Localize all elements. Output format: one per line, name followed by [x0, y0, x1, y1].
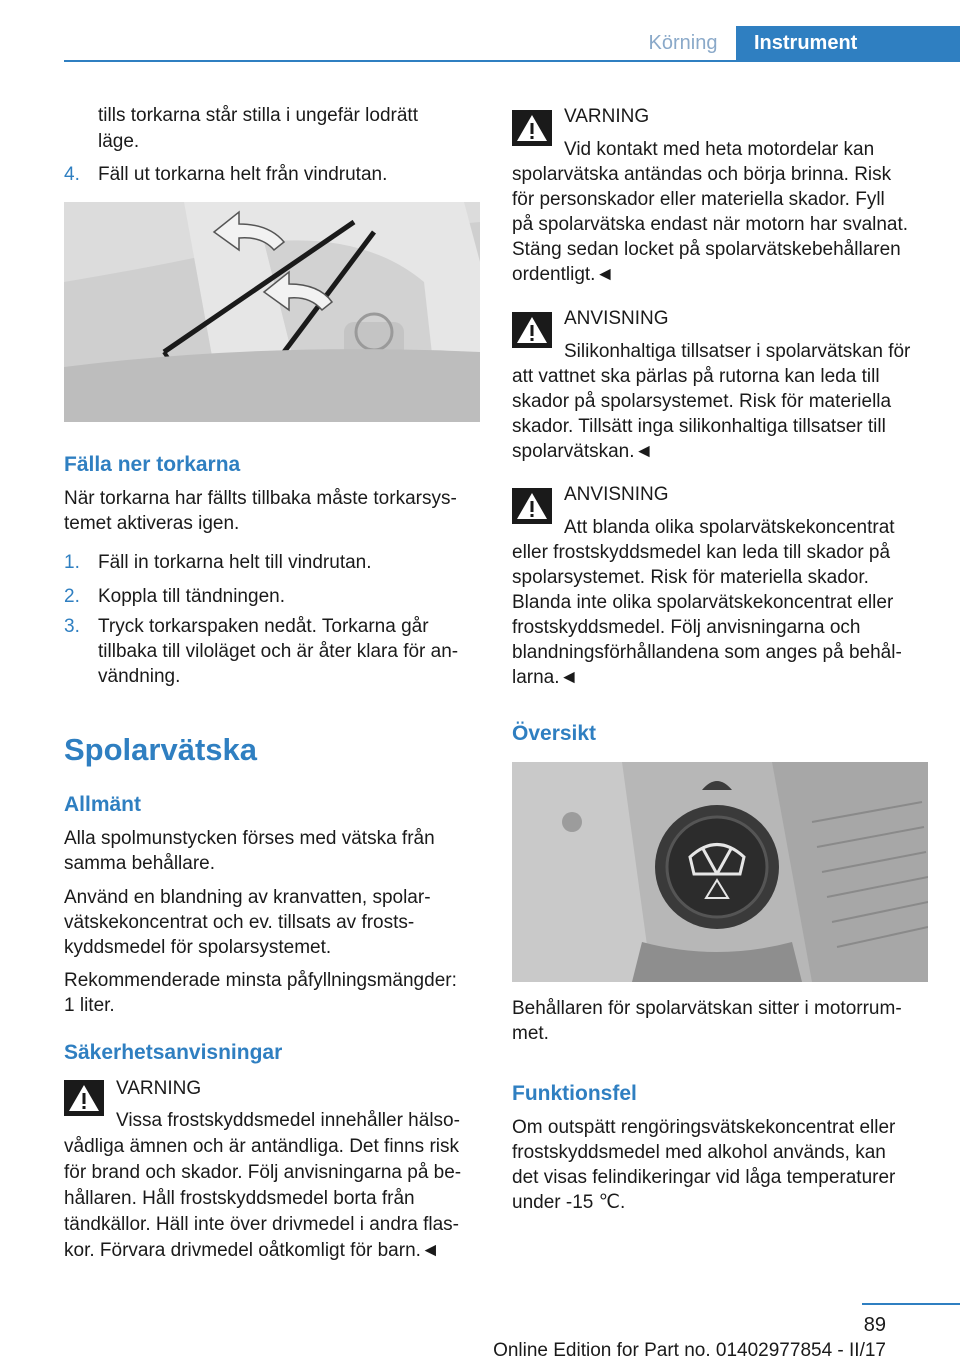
warning-icon: [512, 110, 552, 146]
warning-line: tändkällor. Häll inte över drivmedel i andra flas-: [64, 1214, 459, 1235]
step-number: 4.: [64, 164, 80, 185]
notice-line: Att blanda olika spolarvätskekoncentrat: [564, 517, 895, 538]
notice-line: frostskyddsmedel. Följ anvisningarna och: [512, 617, 861, 638]
step-text: Fäll in torkarna helt till vindrutan.: [98, 552, 372, 573]
warning-line: för brand och skador. Följ anvisningarna på be-: [64, 1162, 462, 1183]
notice-line: Silikonhaltiga tillsatser i spolarvätskan för: [564, 341, 911, 362]
warning-icon: [64, 1080, 104, 1116]
caption-line: met.: [512, 1023, 549, 1044]
notice-icon: [512, 488, 552, 524]
notice-line: Blanda inte olika spolarvätskekoncentrat eller: [512, 592, 894, 613]
fold-paragraph-line-2: temet aktiveras igen.: [64, 513, 240, 534]
warning-line: spolarvätska antändas och börja brinna. Risk: [512, 164, 892, 185]
notice-line: eller frostskyddsmedel kan leda till skador på: [512, 542, 891, 563]
malfunction-line: under -15 ℃.: [512, 1192, 626, 1213]
general-line: vätskekoncentrat och ev. tillsats av frosts-: [64, 912, 415, 933]
caption-line: Behållaren för spolarvätskan sitter i motorrum-: [512, 998, 902, 1019]
section-heading: Spolarvätska: [64, 732, 257, 767]
general-line: Använd en blandning av kranvatten, spolar-: [64, 887, 431, 908]
step-number: 3.: [64, 616, 80, 637]
warning-line: vådliga ämnen och är antändliga. Det finns risk: [64, 1136, 460, 1157]
malfunction-line: det visas felindikeringar vid låga temperaturer: [512, 1167, 896, 1188]
overview-heading: Översikt: [512, 722, 597, 745]
step-text: vändning.: [98, 666, 181, 687]
malfunction-heading: Funktionsfel: [512, 1082, 637, 1105]
safety-heading: Säkerhetsanvisningar: [64, 1041, 283, 1064]
step-text: tillbaka till viloläget och är åter klara för an-: [98, 641, 459, 662]
warning-title: VARNING: [564, 106, 650, 127]
edition-text: Online Edition for Part no. 01402977854 - II/17: [493, 1340, 886, 1361]
page-number: 89: [863, 1314, 886, 1336]
notice-title: ANVISNING: [564, 308, 669, 329]
warning-line: ordentligt.◄: [512, 264, 615, 285]
wipers-illustration: [64, 202, 480, 422]
notice-line: spolarsystemet. Risk för materiella skador.: [512, 567, 869, 588]
general-line: Rekommenderade minsta påfyllningsmängder:: [64, 970, 457, 991]
tab-instrument[interactable]: Instrument: [736, 26, 960, 62]
step-number: 1.: [64, 552, 80, 573]
washer-reservoir-photo: [512, 762, 928, 982]
warning-line: för personskador eller materiella skador. Fyll: [512, 189, 885, 210]
warning-line: Stäng sedan locket på spolarvätskebehållaren: [512, 239, 901, 260]
malfunction-line: frostskyddsmedel med alkohol används, kan: [512, 1142, 886, 1163]
warning-line: Vid kontakt med heta motordelar kan: [564, 139, 875, 160]
notice-line: spolarvätskan.◄: [512, 441, 654, 462]
general-line: Alla spolmunstycken förses med vätska från: [64, 828, 435, 849]
fold-down-heading: Fälla ner torkarna: [64, 453, 241, 476]
step-text: Koppla till tändningen.: [98, 586, 285, 607]
step-text: Tryck torkarspaken nedåt. Torkarna går: [98, 616, 429, 637]
warning-line: på spolarvätska endast när motorn har svalnat.: [512, 214, 909, 235]
footer-divider: [862, 1303, 960, 1305]
malfunction-line: Om outspätt rengöringsvätskekoncentrat eller: [512, 1117, 896, 1138]
step-number: 2.: [64, 586, 80, 607]
notice-title: ANVISNING: [564, 484, 669, 505]
notice-line: skador. Tillsätt inga silikonhaltiga tillsatser till: [512, 416, 886, 437]
notice-line: blandningsförhållandena som anges på behål-: [512, 642, 902, 663]
general-heading: Allmänt: [64, 793, 142, 816]
fold-paragraph-line-1: När torkarna har fällts tillbaka måste torkarsys-: [64, 488, 457, 509]
notice-line: skador på spolarsystemet. Risk för materiella: [512, 391, 892, 412]
tab-korning[interactable]: Körning: [648, 32, 718, 54]
warning-line: Vissa frostskyddsmedel innehåller hälso-: [116, 1110, 460, 1131]
warning-title: VARNING: [116, 1078, 202, 1099]
step-text: Fäll ut torkarna helt från vindrutan.: [98, 164, 388, 185]
notice-line: att vattnet ska pärlas på rutorna kan leda till: [512, 366, 880, 387]
general-line: kyddsmedel för spolarsystemet.: [64, 937, 332, 958]
warning-line: kor. Förvara drivmedel oåtkomligt för barn.◄: [64, 1240, 440, 1261]
notice-icon: [512, 312, 552, 348]
general-line: samma behållare.: [64, 853, 216, 874]
continued-line-1: tills torkarna står stilla i ungefär lodrätt: [98, 105, 418, 126]
header-divider: [64, 60, 960, 62]
general-line: 1 liter.: [64, 995, 115, 1016]
notice-line: larna.◄: [512, 667, 579, 688]
warning-line: hållaren. Håll frostskyddsmedel borta från: [64, 1188, 415, 1209]
continued-line-2: läge.: [98, 131, 140, 152]
